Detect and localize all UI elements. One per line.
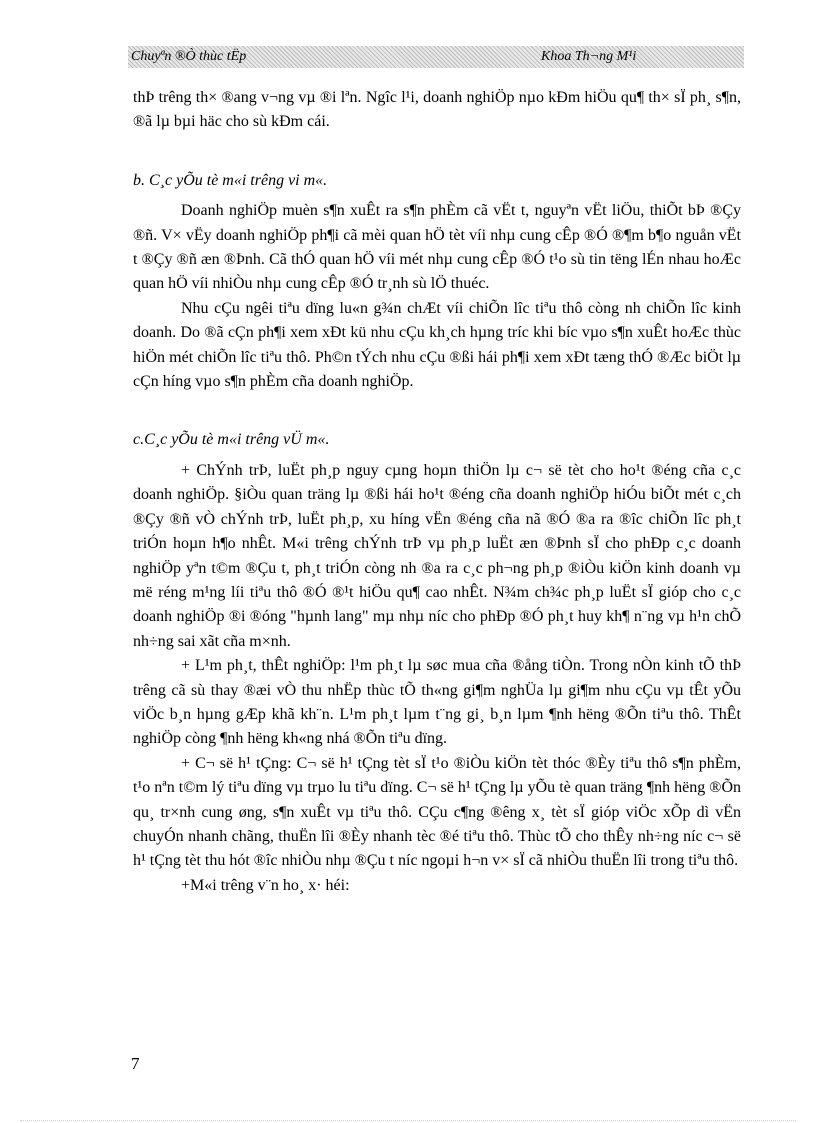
section-heading-micro: b. C¸c yÕu tè m«i trêng vi m«. [133, 171, 328, 189]
header-left-title: Chuyªn ®Ò thùc tËp [131, 49, 247, 64]
header-right-title: Khoa Th¬ng M¹i [541, 49, 637, 64]
paragraph-inflation: + L¹m ph¸t, thÊt nghiÖp: l¹m ph¸t lµ søc mua cña ®ång tiÒn. Trong nÒn kinh tÕ thÞ trêng cã sù thay ®æi vÒ thu nhËp thùc tÕ th«ng gi¶m nghÜa lµ gi¶m nhu cÇu vµ tÊt yÕu viÖc b¸n hµng gÆp khã kh¨n. L¹m ph¸t lµm t¨ng gi¸ b¸n lµm ¶nh hëng ®Õn tiªu thô. ThÊt nghiÖp còng ¶nh hëng kh«ng nhá ®Õn tiªu dïng. [133, 657, 741, 748]
paragraph-infrastructure: + C¬ së h¹ tÇng: C¬ së h¹ tÇng tèt sÏ t¹o ®iÒu kiÖn tèt thóc ®Èy tiªu thô s¶n phÈm, t¹o nªn t©m lý tiªu dïng vµ trµo lu tiªu dïng. C¬ së h¹ tÇng lµ yÕu tè quan träng ¶nh hëng ®Õn qu¸ tr×nh cung øng, s¶n xuÊt vµ tiªu thô. CÇu c¶ng ®êng x¸ tèt sÏ gióp viÖc xÕp dì vËn chuyÓn nhanh chãng, thuËn lîi ®Èy nhanh tèc ®é tiªu thô. Thùc tÕ cho thÊy nh÷ng níc c¬ së h¹ tÇng tèt thu hót ®îc nhiÒu nhµ ®Çu t níc ngoµi h¬n v× sÏ cã nhiÒu thuËn lîi trong tiªu thô. [133, 754, 741, 870]
page-bottom-divider [20, 1120, 796, 1121]
document-body [133, 86, 741, 898]
paragraph-continuation: thÞ trêng th× ®ang v¬ng vµ ®i lªn. Ngîc l¹i, doanh nghiÖp nµo kÐm hiÖu qu¶ th× sÏ ph¸ s¶n, ®ã lµ bµi häc cho sù kÐm cái. [133, 89, 741, 131]
paragraph-suppliers: Doanh nghiÖp muèn s¶n xuÊt ra s¶n phÈm cã vËt t, nguyªn vËt liÖu, thiÕt bÞ ®Çy ®ñ. V× vËy doanh nghiÖp ph¶i cã mèi quan hÖ tèt víi nhµ cung cÊp ®Ó ®¶m b¶o nguån vËt t ®Çy ®ñ æn ®Þnh. Cã thÓ quan hÖ víi mét nhµ cung cÊp ®Ó t¹o sù tin tëng lÉn nhau hoÆc quan hÖ víi nhiÒu nhµ cung cÊp ®Ó tr¸nh sù lÖ thuéc. [133, 202, 741, 293]
page-number: 7 [131, 1054, 140, 1073]
paragraph-consumer-demand: Nhu cÇu ngêi tiªu dïng lu«n g¾n chÆt víi chiÕn lîc tiªu thô còng nh chiÕn lîc kinh doanh. Do ®ã cÇn ph¶i xem xÐt kü nhu cÇu kh¸ch hµng tríc khi bíc vµo s¶n xuÊt hoÆc thùc hiÖn mét chiÕn lîc tiªu thô. Ph©n tÝch nhu cÇu ®ßi hái ph¶i xem xÐt tæng thÓ ®Æc biÖt lµ cÇn híng vµo s¶n phÈm cña doanh nghiÖp. [133, 299, 741, 391]
section-heading-macro: c.C¸c yÕu tè m«i trêng vÜ m«. [133, 431, 330, 449]
paragraph-culture-society: +M«i trêng v¨n ho¸ x· héi: [181, 876, 350, 894]
page-header [128, 46, 744, 68]
paragraph-politics-law: + ChÝnh trÞ, luËt ph¸p nguy cµng hoµn thiÖn lµ c¬ së tèt cho ho¹t ®éng cña c¸c doanh nghiÖp. §iÒu quan träng lµ ®ßi hái ho¹t ®éng cña doanh nghiÖp hiÓu biÕt mét c¸ch ®Çy ®ñ vÒ chÝnh trÞ, luËt ph¸p, xu híng vËn ®éng cña nã ®Ó ®a ra ®îc chiÕn lîc ph¸t triÓn hoµn h¶o nhÊt. M«i trêng chÝnh trÞ vµ ph¸p luËt æn ®Þnh sÏ cho phÐp c¸c doanh nghiÖp yªn t©m ®Çu t, ph¸t triÓn còng nh ®a ra c¸c ph¬ng ph¸p ®iÒu kiÖn kinh doanh vµ më réng m¹ng líi tiªu thô ®Ó ®¹t hiÖu qu¶ cao nhÊt. N¾m ch¾c ph¸p luËt sÏ gióp cho c¸c doanh nghiÖp ®i ®óng "hµnh lang" mµ nhµ níc cho phÐp ®Ó ph¸t huy kh¶ n¨ng vµ h¹n chÕ nh÷ng sai xãt cña m×nh. [133, 461, 741, 650]
